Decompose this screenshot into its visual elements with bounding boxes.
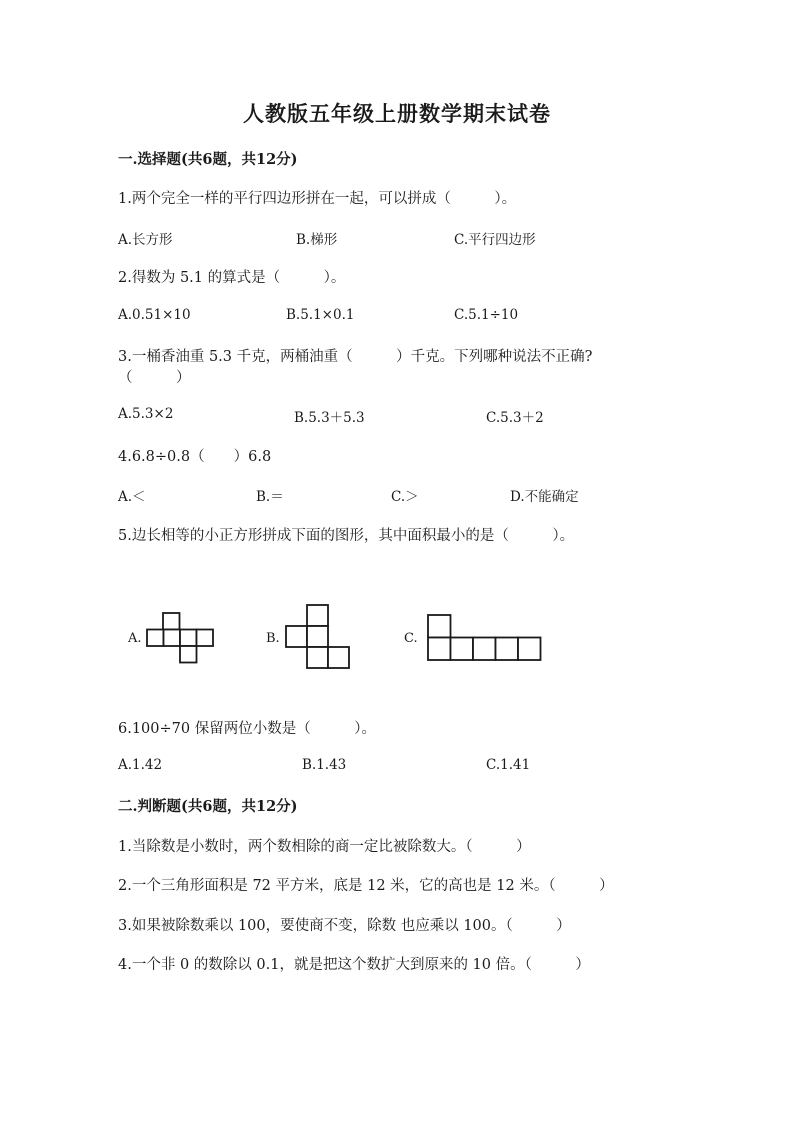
question-text: 1.两个完全一样的平行四边形拼在一起，可以拼成（ ）。: [118, 191, 517, 207]
question-text: 4.一个非 0 的数除以 0.1，就是把这个数扩大到原来的 10 倍。（ ）: [118, 957, 590, 973]
option-c: C.5.1÷10: [454, 307, 519, 323]
square-figure-a: [146, 612, 216, 664]
option-a: A.5.3×2: [118, 406, 174, 422]
option-b: B.5.1×0.1: [286, 307, 355, 323]
option-a: A.1.42: [118, 757, 163, 773]
question-text: 2.一个三角形面积是 72 平方米，底是 12 米，它的高也是 12 米。（ ）: [118, 878, 614, 894]
option-b: B.＝: [256, 489, 284, 505]
option-c: C.平行四边形: [454, 232, 536, 248]
section-heading-choice: 一.选择题(共6题，共12分): [118, 151, 298, 168]
option-a: A.长方形: [118, 232, 173, 248]
question-text: 3.一桶香油重 5.3 千克，两桶油重（ ）千克。下列哪种说法不正确?: [118, 349, 593, 365]
option-c: C.1.41: [486, 757, 531, 773]
square-figure-c: [426, 613, 546, 663]
question-text: 3.如果被除数乘以 100，要使商不变，除数 也应乘以 100。（ ）: [118, 918, 571, 934]
option-a: A.0.51×10: [118, 307, 191, 323]
page-title: 人教版五年级上册数学期末试卷: [243, 101, 551, 126]
figure-label-c: C.: [404, 631, 418, 646]
section-heading-judgement: 二.判断题(共6题，共12分): [118, 798, 298, 815]
question-text: 5.边长相等的小正方形拼成下面的图形，其中面积最小的是（ ）。: [118, 528, 575, 544]
option-c: C.＞: [391, 489, 419, 505]
figure-label-a: A.: [128, 631, 142, 646]
question-text: 1.当除数是小数时，两个数相除的商一定比被除数大。（ ）: [118, 839, 531, 855]
option-b: B.5.3＋5.3: [294, 410, 365, 426]
question-text: 2.得数为 5.1 的算式是（ ）。: [118, 270, 346, 286]
option-b: B.1.43: [302, 757, 347, 773]
question-text: 4.6.8÷0.8（ ）6.8: [118, 449, 272, 465]
figure-label-b: B.: [266, 631, 280, 646]
option-a: A.＜: [118, 489, 146, 505]
option-b: B.梯形: [296, 232, 338, 248]
question-text: 6.100÷70 保留两位小数是（ ）。: [118, 721, 376, 737]
option-c: C.5.3＋2: [486, 410, 544, 426]
answer-blank: （ ）: [118, 370, 191, 386]
square-figure-b: [284, 604, 354, 672]
option-d: D.不能确定: [510, 489, 579, 505]
